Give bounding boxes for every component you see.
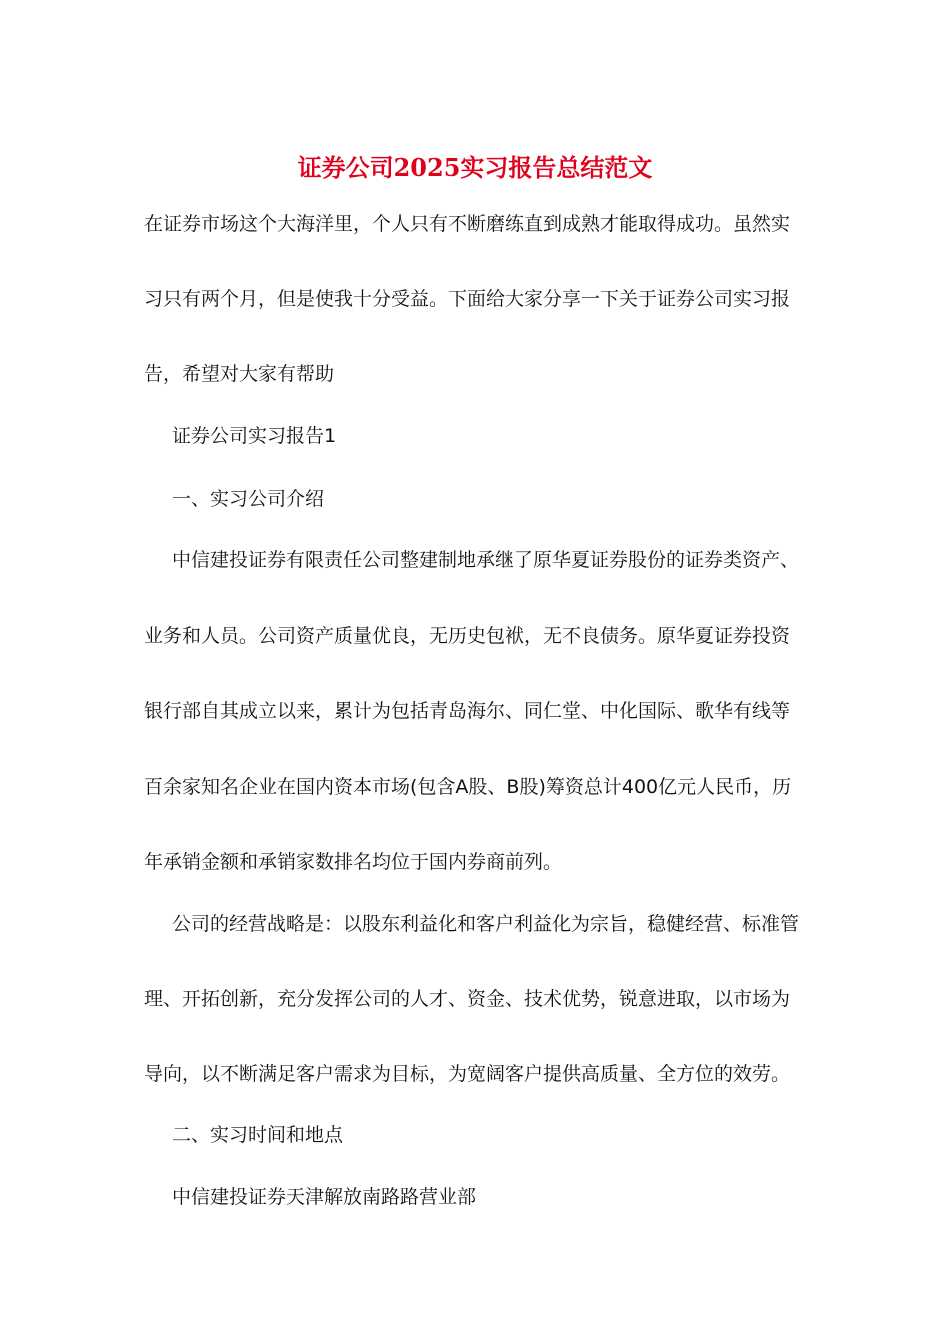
- strategy-paragraph-line-1: 公司的经营战略是：以股东利益化和客户利益化为宗旨，稳健经营、标准管: [172, 913, 800, 935]
- location-line: 中信建投证券天津解放南路路营业部: [172, 1186, 477, 1208]
- intro-line-2: 习只有两个月，但是使我十分受益。下面给大家分享一下关于证券公司实习报: [144, 288, 791, 310]
- section-heading-2: 二、实习时间和地点: [172, 1124, 344, 1146]
- strategy-paragraph-line-3: 导向，以不断满足客户需求为目标，为宽阔客户提供高质量、全方位的效劳。: [144, 1063, 791, 1085]
- section-heading-1: 一、实习公司介绍: [172, 488, 325, 510]
- company-paragraph-line-2: 业务和人员。公司资产质量优良，无历史包袱，无不良债务。原华夏证券投资: [144, 625, 791, 647]
- strategy-paragraph-line-2: 理、开拓创新，充分发挥公司的人才、资金、技术优势，锐意进取，以市场为: [144, 988, 791, 1010]
- intro-line-3: 告，希望对大家有帮助: [144, 363, 335, 385]
- document-title: 证券公司2025实习报告总结范文: [297, 153, 653, 182]
- company-paragraph-line-1: 中信建投证券有限责任公司整建制地承继了原华夏证券股份的证券类资产、: [172, 549, 800, 571]
- company-paragraph-line-4: 百余家知名企业在国内资本市场(包含A股、B股)筹资总计400亿元人民币，历: [144, 776, 792, 798]
- company-paragraph-line-5: 年承销金额和承销家数排名均位于国内券商前列。: [144, 851, 563, 873]
- company-paragraph-line-3: 银行部自其成立以来，累计为包括青岛海尔、同仁堂、中化国际、歌华有线等: [144, 700, 791, 722]
- report-heading: 证券公司实习报告1: [172, 425, 337, 447]
- intro-line-1: 在证券市场这个大海洋里，个人只有不断磨练直到成熟才能取得成功。虽然实: [144, 213, 791, 235]
